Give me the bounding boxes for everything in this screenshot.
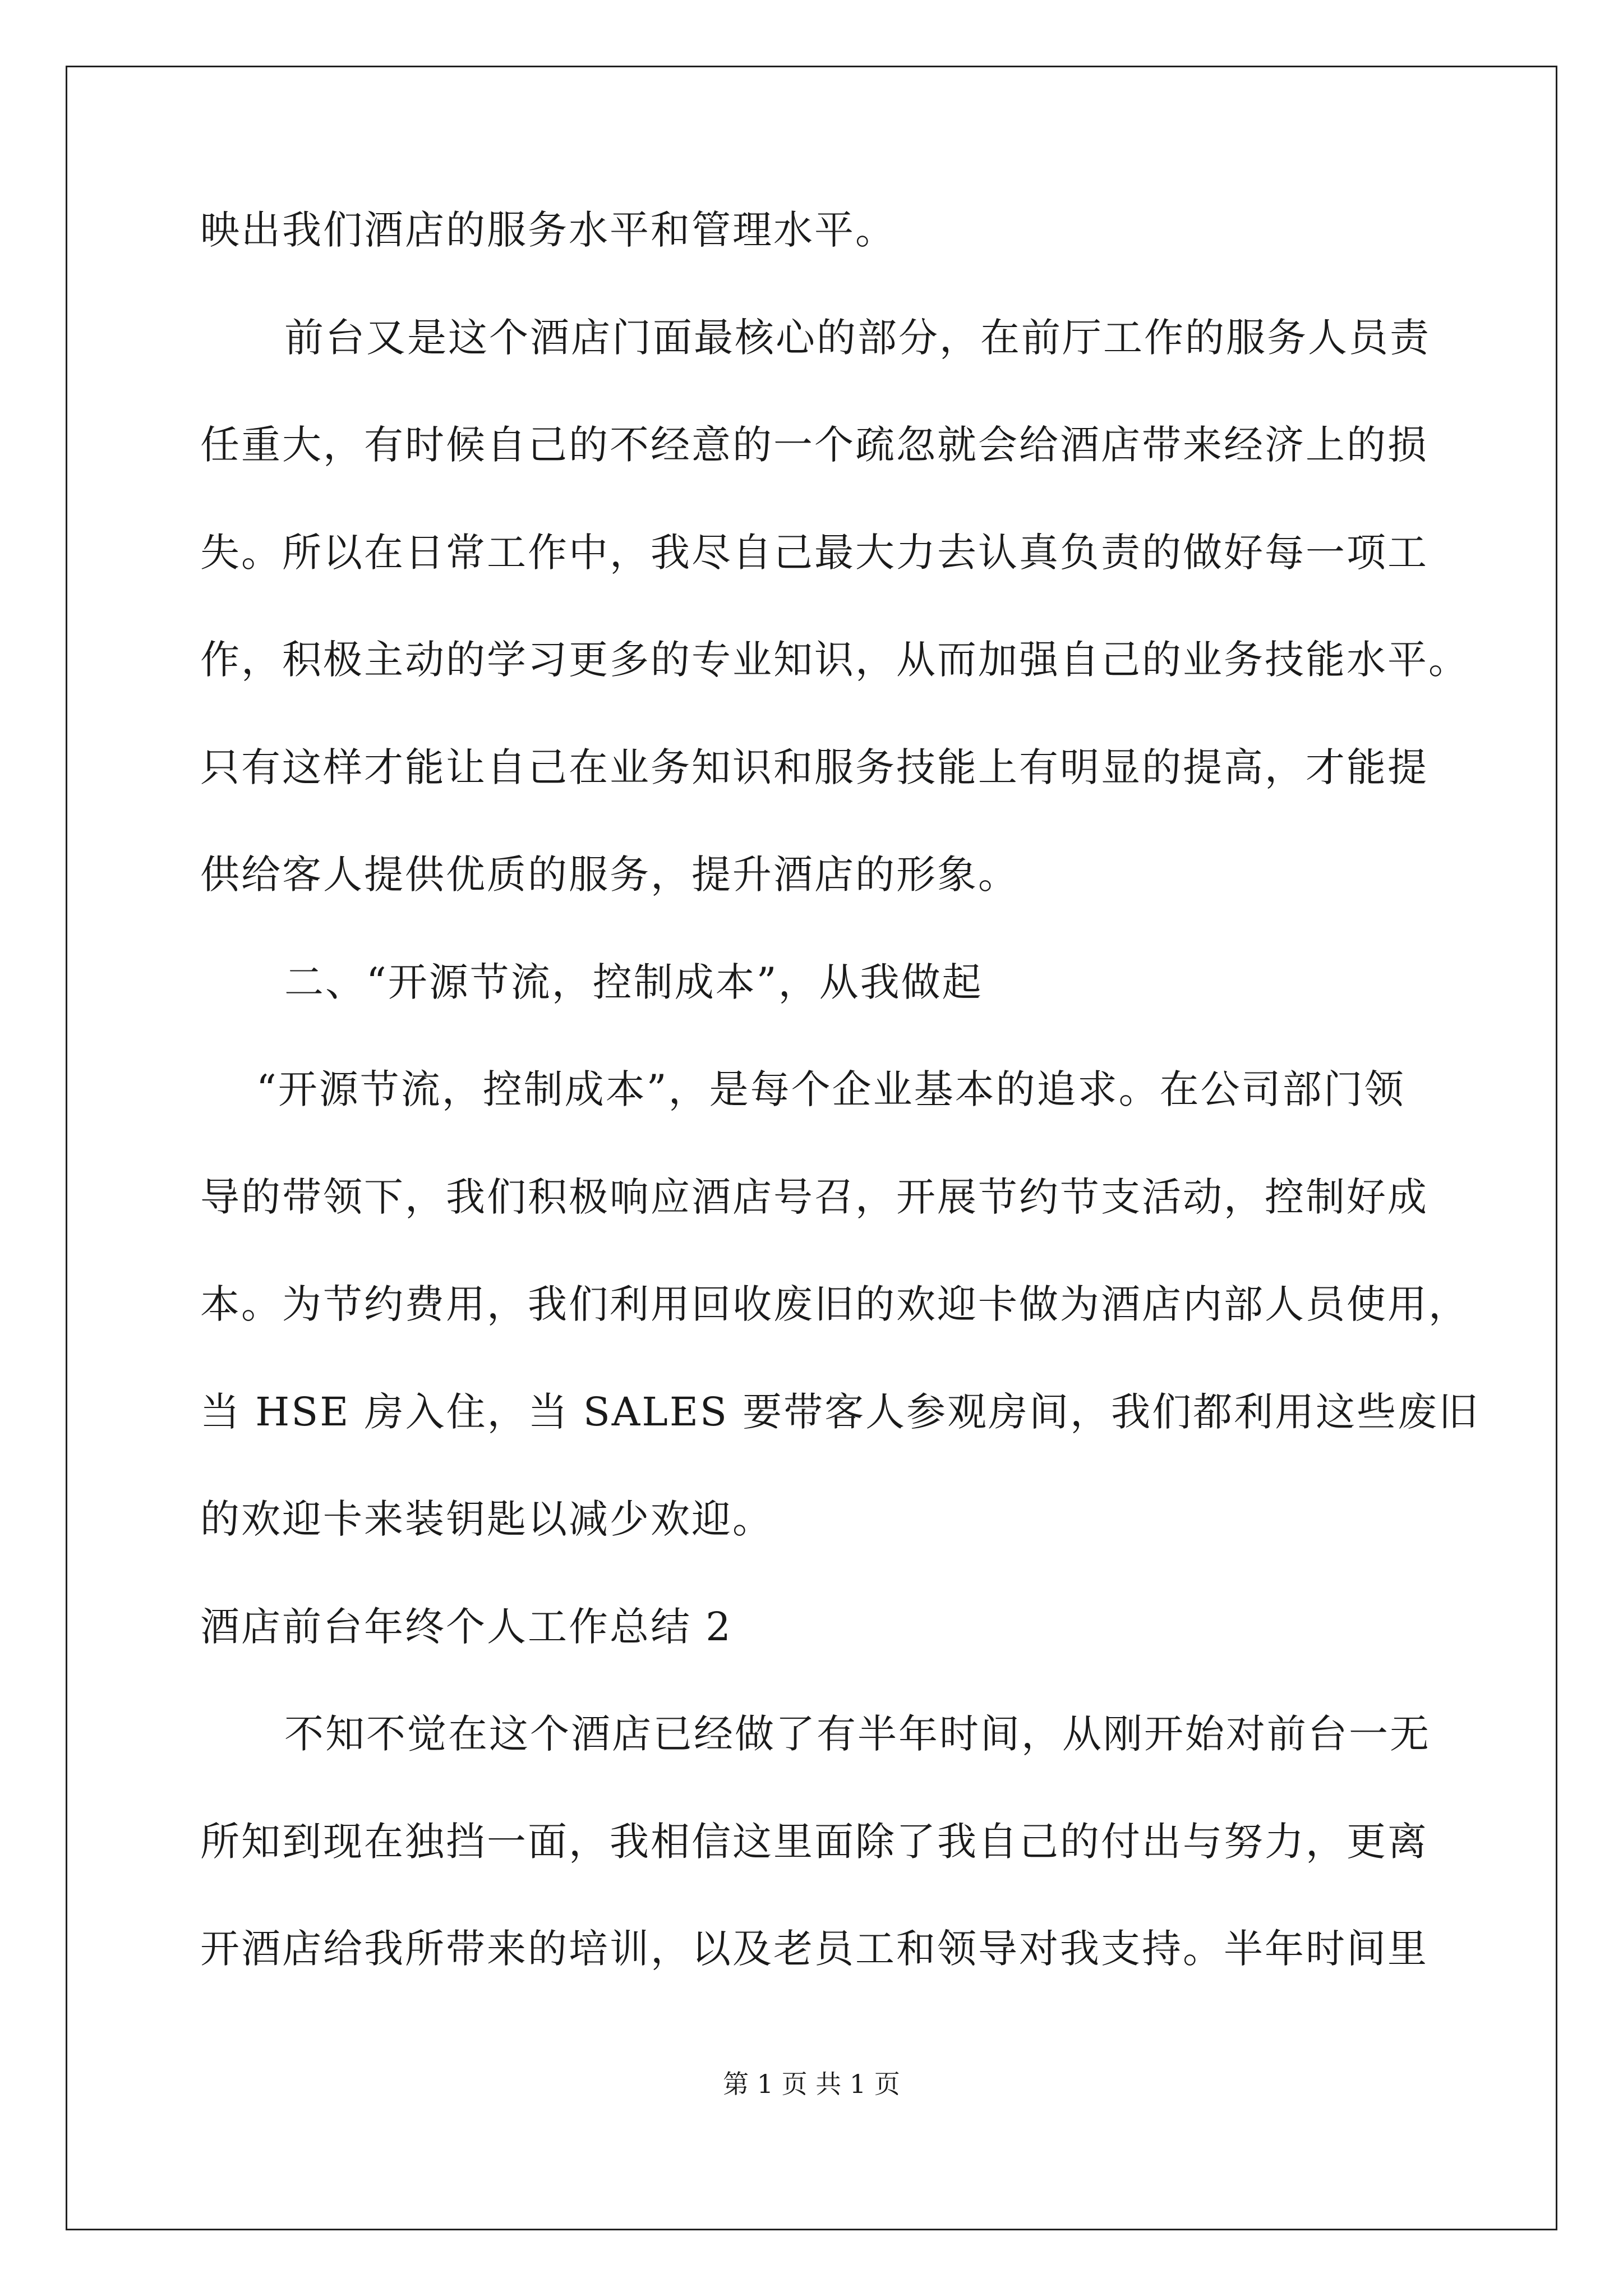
paragraph-line: 前台又是这个酒店门面最核心的部分，在前厅工作的服务人员责 bbox=[284, 314, 1431, 361]
paragraph-line: 任重大，有时候自己的不经意的一个疏忽就会给酒店带来经济上的损 bbox=[200, 422, 1428, 468]
paragraph-line: 所知到现在独挡一面，我相信这里面除了我自己的付出与努力，更离 bbox=[200, 1818, 1428, 1865]
paragraph-line: 的欢迎卡来装钥匙以减少欢迎。 bbox=[200, 1496, 773, 1542]
section-heading: 二、“开源节流，控制成本”，从我做起 bbox=[284, 959, 983, 1005]
paragraph-line: 失。所以在日常工作中，我尽自己最大力去认真负责的做好每一项工 bbox=[200, 529, 1428, 576]
paragraph-line: 开酒店给我所带来的培训，以及老员工和领导对我支持。半年时间里 bbox=[200, 1926, 1428, 1972]
paragraph-line: 只有这样才能让自己在业务知识和服务技能上有明显的提高，才能提 bbox=[200, 744, 1428, 790]
paragraph-line: 供给客人提供优质的服务，提升酒店的形象。 bbox=[200, 852, 1019, 898]
document-body bbox=[200, 207, 1480, 2037]
paragraph-line: 本。为节约费用，我们利用回收废旧的欢迎卡做为酒店内部人员使用， bbox=[200, 1281, 1469, 1327]
paragraph-line: “开源节流，控制成本”，是每个企业基本的追求。在公司部门领 bbox=[256, 1066, 1405, 1112]
paragraph-line: 当 HSE 房入住，当 SALES 要带客人参观房间，我们都利用这些废旧 bbox=[200, 1388, 1480, 1435]
document-title: 酒店前台年终个人工作总结 2 bbox=[200, 1603, 732, 1650]
paragraph-line: 不知不觉在这个酒店已经做了有半年时间，从刚开始对前台一无 bbox=[284, 1711, 1431, 1757]
paragraph-line: 映出我们酒店的服务水平和管理水平。 bbox=[200, 207, 896, 253]
paragraph-line: 作，积极主动的学习更多的专业知识，从而加强自己的业务技能水平。 bbox=[200, 637, 1469, 683]
page-number-footer: 第 1 页 共 1 页 bbox=[723, 2069, 900, 2099]
paragraph-line: 导的带领下，我们积极响应酒店号召，开展节约节支活动，控制好成 bbox=[200, 1174, 1428, 1220]
